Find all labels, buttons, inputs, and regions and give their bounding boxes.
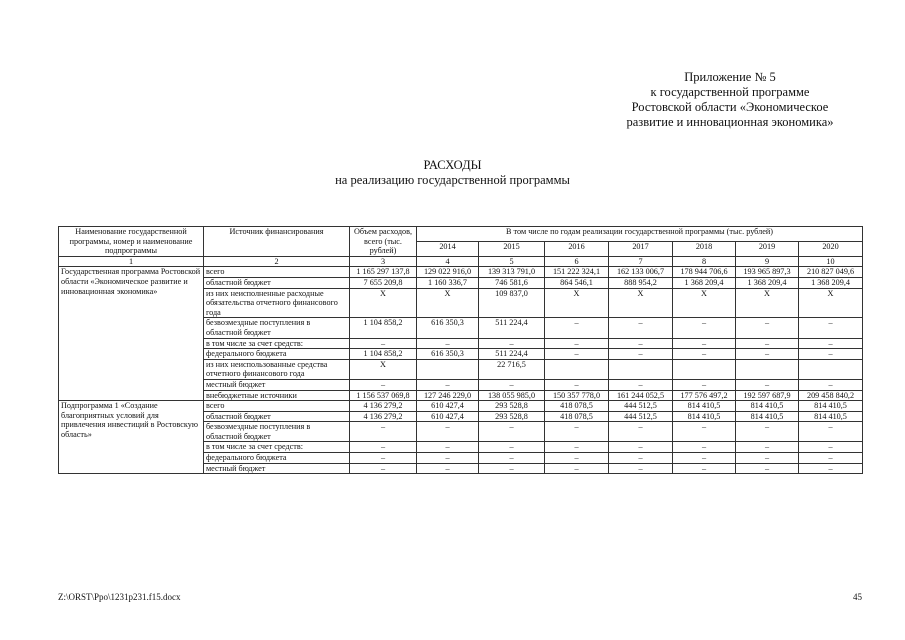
total-value: 1 165 297 137,8 [350,267,417,278]
year-value: 22 716,5 [479,359,545,379]
total-value: – [350,453,417,464]
year-value: 1 368 209,4 [673,277,736,288]
subprogram-name: Подпрограмма 1 «Создание благоприятных условий для привлечения инвестиций в Ростовскую область» [59,401,204,474]
funding-source: в том числе за счет средств: [204,442,350,453]
total-value: – [350,379,417,390]
funding-source: из них неисполненные расходные обязательства отчетного финансового года [204,288,350,318]
column-index: 5 [479,256,545,267]
year-value: 418 078,5 [545,401,609,412]
column-index: 9 [736,256,799,267]
year-value: 511 224,4 [479,349,545,360]
year-value: – [736,379,799,390]
funding-source: местный бюджет [204,379,350,390]
header-year: 2019 [736,241,799,256]
year-value: – [736,422,799,442]
year-value: 293 528,8 [479,401,545,412]
year-value: 864 546,1 [545,277,609,288]
total-value: – [350,338,417,349]
funding-source: федерального бюджета [204,453,350,464]
year-value: 814 410,5 [799,411,863,422]
table-row [59,401,863,412]
year-value: 162 133 006,7 [609,267,673,278]
header-year: 2017 [609,241,673,256]
document-subtitle: на реализацию государственной программы [335,173,570,187]
header-source: Источник финансирования [204,227,350,257]
header-year: 2014 [417,241,479,256]
year-value: 746 581,6 [479,277,545,288]
year-value: – [545,318,609,338]
header-total: Объем расходов, всего (тыс. рублей) [350,227,417,257]
file-path: Z:\ORST\Ppo\1231p231.f15.docx [58,592,181,602]
year-value: 1 368 209,4 [736,277,799,288]
funding-source: в том числе за счет средств: [204,338,350,349]
year-value: – [609,422,673,442]
year-value: X [609,288,673,318]
year-value: – [673,349,736,360]
year-value: – [799,318,863,338]
year-value: – [609,379,673,390]
column-index: 4 [417,256,479,267]
year-value: – [736,349,799,360]
year-value: – [736,338,799,349]
year-value: – [545,453,609,464]
year-value: 177 576 497,2 [673,390,736,401]
year-value: 814 410,5 [736,401,799,412]
year-value: – [417,442,479,453]
year-value: 210 827 049,6 [799,267,863,278]
year-value: 138 055 985,0 [479,390,545,401]
year-value: – [673,422,736,442]
column-index: 3 [350,256,417,267]
year-value: – [417,463,479,474]
total-value: 4 136 279,2 [350,411,417,422]
year-value: – [799,379,863,390]
year-value: 109 837,0 [479,288,545,318]
funding-source: областной бюджет [204,277,350,288]
year-value: 161 244 052,5 [609,390,673,401]
appendix-line-4: развитие и инновационная экономика» [626,115,834,129]
page-number: 45 [853,592,862,602]
funding-source: безвозмездные поступления в областной бюджет [204,318,350,338]
year-value: – [799,349,863,360]
year-value: X [736,288,799,318]
funding-source: внебюджетные источники [204,390,350,401]
year-value: 193 965 897,3 [736,267,799,278]
year-value: 209 458 840,2 [799,390,863,401]
year-value [799,359,863,379]
year-value: – [479,422,545,442]
year-value: 814 410,5 [736,411,799,422]
total-value: 1 156 537 069,8 [350,390,417,401]
total-value: – [350,442,417,453]
year-value: – [673,318,736,338]
document-title: РАСХОДЫ [423,158,482,172]
year-value: – [609,442,673,453]
year-value: 293 528,8 [479,411,545,422]
year-value: – [673,338,736,349]
year-value: X [799,288,863,318]
year-value: 178 944 706,6 [673,267,736,278]
year-value: – [479,463,545,474]
total-value: X [350,359,417,379]
year-value: – [545,442,609,453]
year-value: – [609,318,673,338]
year-value: 888 954,2 [609,277,673,288]
year-value: 444 512,5 [609,401,673,412]
header-year: 2015 [479,241,545,256]
appendix-line-2: к государственной программе [650,85,810,99]
funding-source: областной бюджет [204,411,350,422]
year-value: – [736,318,799,338]
total-value: 1 104 858,2 [350,318,417,338]
year-value: 814 410,5 [799,401,863,412]
column-index: 10 [799,256,863,267]
year-value: X [545,288,609,318]
year-value [736,359,799,379]
year-value: – [673,453,736,464]
appendix-line-3: Ростовской области «Экономическое [631,100,829,114]
column-index: 6 [545,256,609,267]
year-value: X [417,288,479,318]
year-value: – [799,442,863,453]
column-index: 8 [673,256,736,267]
year-value: – [545,422,609,442]
year-value: – [479,338,545,349]
year-value: – [417,338,479,349]
funding-source: всего [204,401,350,412]
year-value: – [417,453,479,464]
year-value: 814 410,5 [673,401,736,412]
year-value: 1 368 209,4 [799,277,863,288]
appendix-header [560,70,900,130]
year-value: 150 357 778,0 [545,390,609,401]
expenditure-table [58,226,863,474]
year-value: 616 350,3 [417,349,479,360]
column-index: 7 [609,256,673,267]
total-value: 4 136 279,2 [350,401,417,412]
funding-source: федерального бюджета [204,349,350,360]
year-value [673,359,736,379]
year-value: – [799,453,863,464]
year-value: – [479,442,545,453]
total-value: 1 104 858,2 [350,349,417,360]
year-value: 511 224,4 [479,318,545,338]
year-value: – [799,463,863,474]
total-value: X [350,288,417,318]
column-index: 2 [204,256,350,267]
year-value: 418 078,5 [545,411,609,422]
year-value: – [673,463,736,474]
year-value: 610 427,4 [417,411,479,422]
year-value: 139 313 791,0 [479,267,545,278]
column-index: 1 [59,256,204,267]
year-value: 610 427,4 [417,401,479,412]
year-value: – [736,453,799,464]
year-value [417,359,479,379]
year-value: – [417,379,479,390]
year-value: – [417,422,479,442]
year-value: – [673,442,736,453]
funding-source: местный бюджет [204,463,350,474]
year-value: 444 512,5 [609,411,673,422]
year-value: – [736,442,799,453]
program-name: Государственная программа Ростовской области «Экономическое развитие и инновационная экономика» [59,267,204,401]
year-value: 814 410,5 [673,411,736,422]
header-year: 2018 [673,241,736,256]
year-value [609,359,673,379]
year-value: – [673,379,736,390]
table-row [59,267,863,278]
funding-source: всего [204,267,350,278]
year-value: 192 597 687,9 [736,390,799,401]
total-value: – [350,422,417,442]
year-value: – [545,463,609,474]
year-value: 151 222 324,1 [545,267,609,278]
funding-source: из них неиспользованные средства отчетного финансового года [204,359,350,379]
year-value: 127 246 229,0 [417,390,479,401]
year-value: – [609,463,673,474]
year-value: 129 022 916,0 [417,267,479,278]
header-year: 2016 [545,241,609,256]
year-value: – [799,422,863,442]
year-value: – [545,338,609,349]
year-value: 616 350,3 [417,318,479,338]
year-value: 1 160 336,7 [417,277,479,288]
year-value: – [609,349,673,360]
document-heading [0,158,905,188]
year-value: – [545,349,609,360]
year-value: – [545,379,609,390]
year-value: – [609,453,673,464]
header-year: 2020 [799,241,863,256]
column-index-row [59,256,863,267]
header-name: Наименование государственной программы, номер и наименование подпрограммы [59,227,204,257]
header-years-group: В том числе по годам реализации государственной программы (тыс. рублей) [417,227,863,242]
total-value: 7 655 209,8 [350,277,417,288]
year-value: – [799,338,863,349]
funding-source: безвозмездные поступления в областной бюджет [204,422,350,442]
year-value: – [609,338,673,349]
total-value: – [350,463,417,474]
year-value [545,359,609,379]
year-value: – [736,463,799,474]
year-value: – [479,379,545,390]
year-value: – [479,453,545,464]
year-value: X [673,288,736,318]
appendix-line-1: Приложение № 5 [684,70,776,84]
